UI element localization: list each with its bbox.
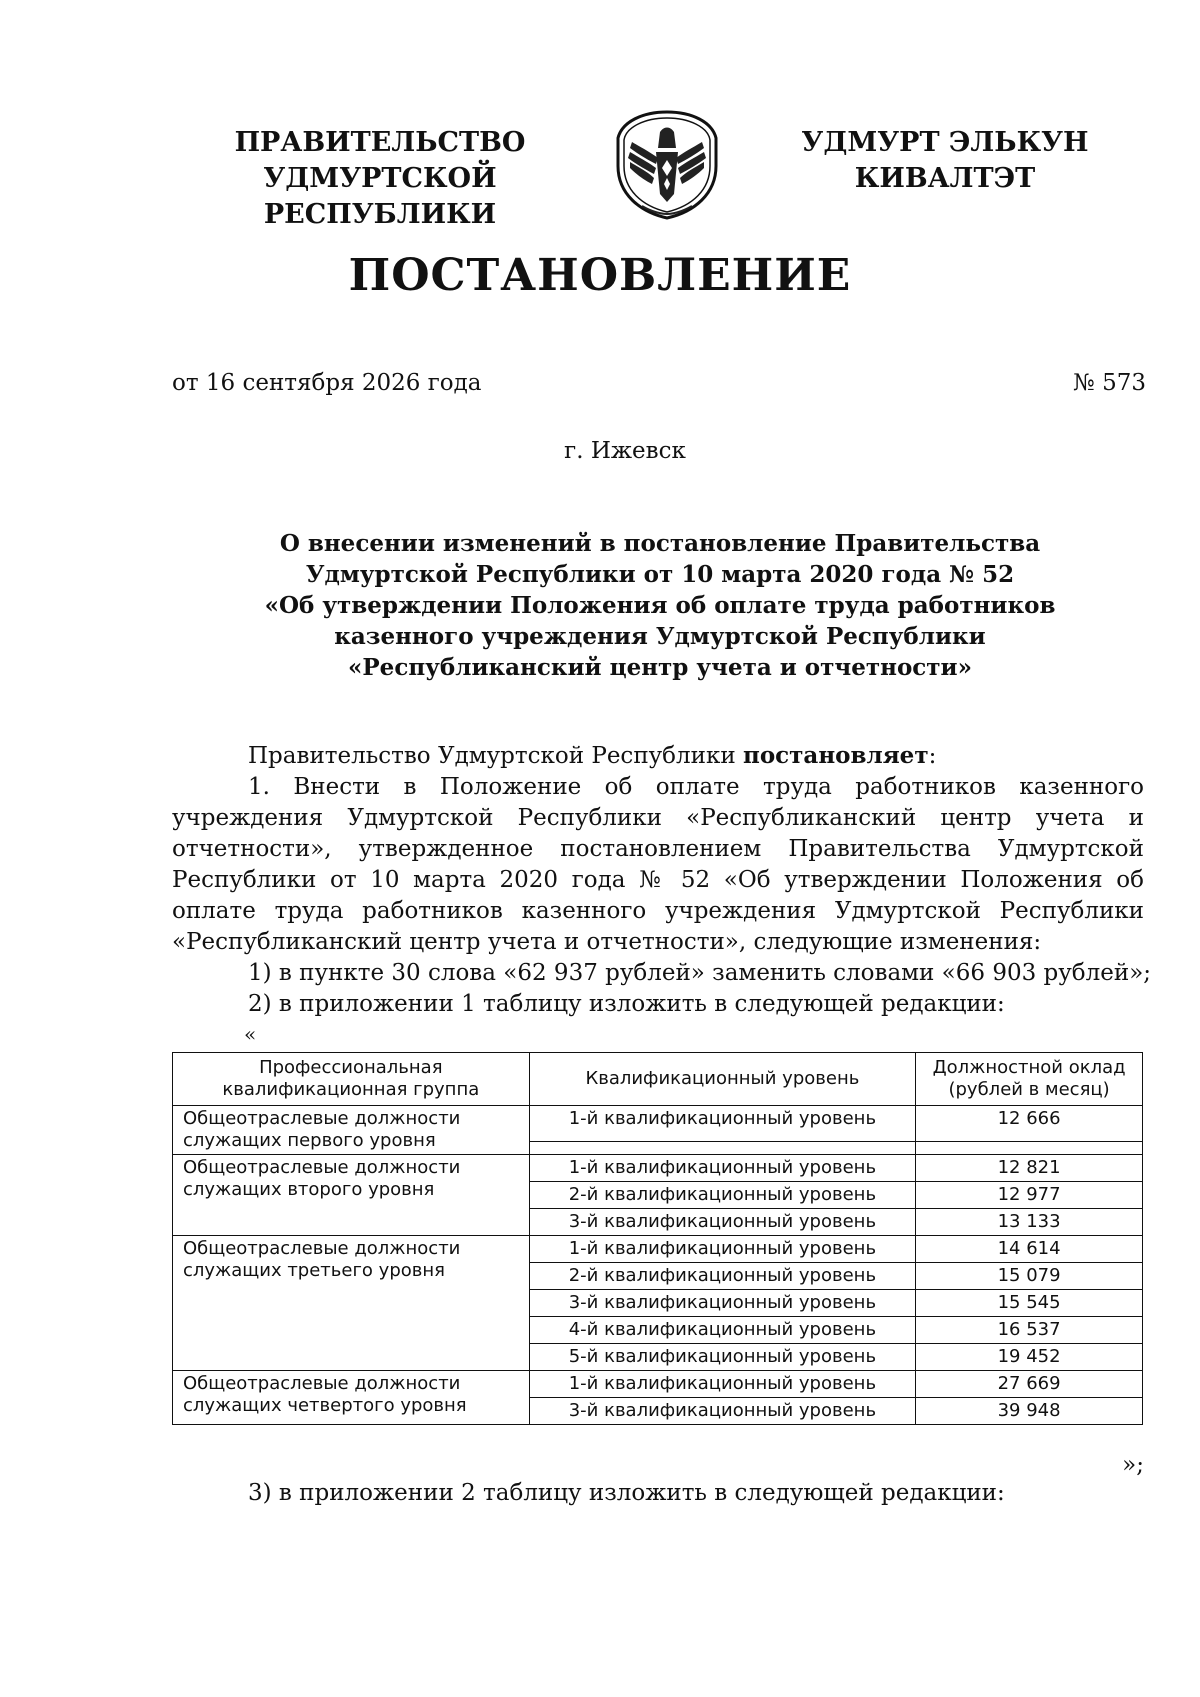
salary-cell: 16 537 (916, 1317, 1143, 1344)
document-subject (200, 528, 1120, 683)
group-name-cell: Общеотраслевые должности служащих второго уровня (173, 1155, 530, 1236)
salary-cell: 14 614 (916, 1236, 1143, 1263)
subject-line: О внесении изменений в постановление Правительства (279, 530, 1041, 557)
level-cell: 1-й квалификационный уровень (529, 1106, 916, 1142)
group-name-cell: Общеотраслевые должности служащих четвертого уровня (173, 1371, 530, 1425)
document-type-title: ПОСТАНОВЛЕНИЕ (348, 250, 852, 301)
subject-line: Удмуртской Республики от 10 марта 2020 года № 52 (305, 561, 1015, 588)
subitem-2: 2) в приложении 1 таблицу изложить в следующей редакции: (248, 991, 1005, 1017)
government-name-udmurt (800, 125, 1090, 197)
level-cell: 1-й квалификационный уровень (529, 1155, 916, 1182)
salary-cell: 12 977 (916, 1182, 1143, 1209)
government-name-russian (160, 125, 600, 233)
salary-table (172, 1052, 1143, 1425)
salary-cell: 27 669 (916, 1371, 1143, 1398)
document-number: № 573 (1073, 370, 1146, 396)
salary-cell: 12 821 (916, 1155, 1143, 1182)
subject-line: казенного учреждения Удмуртской Республики (334, 623, 986, 650)
subitem-1: 1) в пункте 30 слова «62 937 рублей» заменить словами «66 903 рублей»; (248, 960, 1152, 986)
table-row (173, 1371, 1143, 1398)
salary-cell: 12 666 (916, 1106, 1143, 1142)
coat-of-arms-icon (612, 108, 722, 220)
level-cell: 3-й квалификационный уровень (529, 1398, 916, 1425)
document-city: г. Ижевск (564, 438, 686, 464)
salary-cell: 39 948 (916, 1398, 1143, 1425)
subitem-3: 3) в приложении 2 таблицу изложить в следующей редакции: (248, 1480, 1005, 1506)
table-header-row (173, 1053, 1143, 1106)
level-cell: 4-й квалификационный уровень (529, 1317, 916, 1344)
salary-cell: 19 452 (916, 1344, 1143, 1371)
preamble-colon: : (928, 743, 937, 769)
column-header-salary: Должностной оклад (рублей в месяц) (916, 1053, 1143, 1106)
level-cell: 3-й квалификационный уровень (529, 1209, 916, 1236)
level-cell: 2-й квалификационный уровень (529, 1182, 916, 1209)
group-name-cell: Общеотраслевые должности служащих третьего уровня (173, 1236, 530, 1371)
salary-cell: 13 133 (916, 1209, 1143, 1236)
subject-line: «Республиканский центр учета и отчетности» (348, 654, 972, 681)
level-cell: 5-й квалификационный уровень (529, 1344, 916, 1371)
table-row (173, 1106, 1143, 1142)
empty-cell (916, 1142, 1143, 1155)
level-cell: 2-й квалификационный уровень (529, 1263, 916, 1290)
column-header-level: Квалификационный уровень (529, 1053, 916, 1106)
table-opening-quote: « (244, 1022, 257, 1046)
salary-cell: 15 545 (916, 1290, 1143, 1317)
subject-line: «Об утверждении Положения об оплате труда работников (264, 592, 1056, 619)
table-row (173, 1155, 1143, 1182)
group-name-cell: Общеотраслевые должности служащих первого уровня (173, 1106, 530, 1155)
table-row (173, 1236, 1143, 1263)
document-body (172, 740, 1152, 1020)
item-1: 1. Внести в Положение об оплате труда работников казенного учреждения Удмуртской Республики «Республиканский центр учета и отчетности», утвержденное постановлением Правительства Удмуртской Республики от 10 марта 2020 года № 52 «Об утверждении Положения об оплате труда работников казенного учреждения Удмуртской Республики «Республиканский центр учета и отчетности», следующие изменения: (172, 774, 1144, 955)
level-cell: 1-й квалификационный уровень (529, 1236, 916, 1263)
header-right-line-2: КИВАЛТЭТ (854, 163, 1036, 194)
header-left-line-1: ПРАВИТЕЛЬСТВО (234, 127, 526, 158)
empty-cell (529, 1142, 916, 1155)
level-cell: 3-й квалификационный уровень (529, 1290, 916, 1317)
document-date: от 16 сентября 2026 года (172, 370, 482, 396)
level-cell: 1-й квалификационный уровень (529, 1371, 916, 1398)
preamble-verb: постановляет (742, 742, 929, 769)
salary-cell: 15 079 (916, 1263, 1143, 1290)
header-right-line-1: УДМУРТ ЭЛЬКУН (801, 127, 1089, 158)
table-closing-quote: »; (1122, 1452, 1144, 1478)
header-left-line-2: УДМУРТСКОЙ РЕСПУБЛИКИ (263, 163, 497, 230)
preamble-text: Правительство Удмуртской Республики (248, 743, 743, 769)
preamble (172, 740, 1144, 772)
column-header-group: Профессиональная квалификационная группа (173, 1053, 530, 1106)
